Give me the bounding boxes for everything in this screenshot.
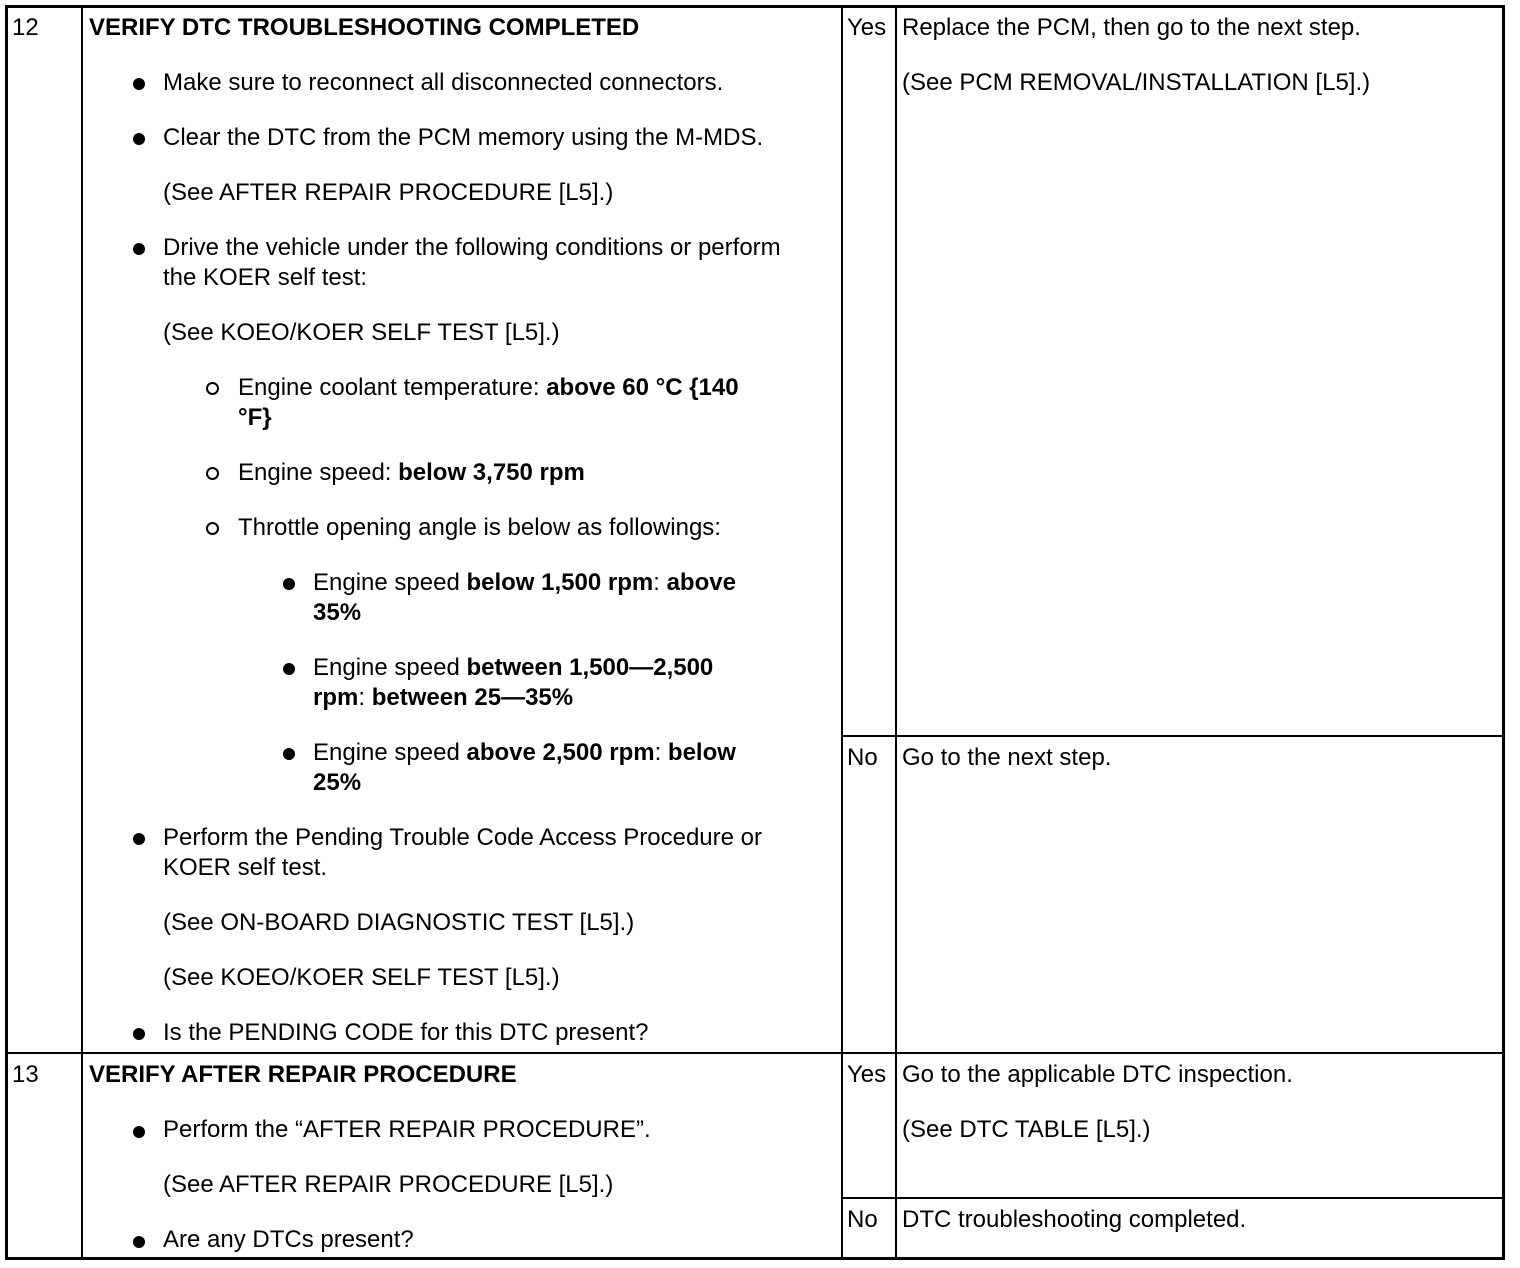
reference-text: (See KOEO/KOER SELF TEST [L5].): [163, 964, 560, 991]
condition-text: Engine speed below 1,500 rpm: above: [313, 569, 736, 596]
instruction-text: Perform the Pending Trouble Code Access Procedure or: [163, 824, 762, 851]
row-divider-13-yes-no: [841, 1197, 1504, 1199]
yes-action: Go to the applicable DTC inspection.: [902, 1061, 1293, 1088]
bullet-icon: [133, 78, 145, 90]
yes-reference: (See PCM REMOVAL/INSTALLATION [L5].): [902, 69, 1371, 96]
instruction-text: Clear the DTC from the PCM memory using the M-MDS.: [163, 124, 764, 151]
bullet-icon: [283, 663, 295, 675]
instruction-text: Drive the vehicle under the following conditions or perform: [163, 234, 781, 261]
column-divider-action: [841, 6, 843, 1259]
condition-text: Engine coolant temperature: above 60 °C {140: [238, 374, 739, 401]
reference-text: (See AFTER REPAIR PROCEDURE [L5].): [163, 1171, 614, 1198]
condition-text: Engine speed between 1,500—2,500: [313, 654, 714, 681]
condition-text: Engine speed above 2,500 rpm: below: [313, 739, 736, 766]
step-number: 13: [12, 1061, 39, 1088]
column-divider-step: [81, 6, 83, 1259]
condition-text: rpm: between 25—35%: [313, 684, 574, 711]
bullet-icon: [283, 748, 295, 760]
no-action: Go to the next step.: [902, 744, 1112, 771]
step-title: VERIFY AFTER REPAIR PROCEDURE: [89, 1061, 517, 1088]
circle-bullet-icon: [206, 382, 219, 395]
yes-reference: (See DTC TABLE [L5].): [902, 1116, 1151, 1143]
condition-text: °F}: [238, 404, 272, 431]
yes-label: Yes: [847, 14, 887, 41]
no-label: No: [847, 744, 878, 771]
bullet-icon: [133, 133, 145, 145]
circle-bullet-icon: [206, 467, 219, 480]
reference-text: (See ON-BOARD DIAGNOSTIC TEST [L5].): [163, 909, 635, 936]
question-text: Are any DTCs present?: [163, 1226, 414, 1253]
question-text: Is the PENDING CODE for this DTC present?: [163, 1019, 649, 1046]
row-divider-12-13: [6, 1052, 1504, 1054]
instruction-text: the KOER self test:: [163, 264, 368, 291]
instruction-text: KOER self test.: [163, 854, 328, 881]
row-divider-12-yes-no: [841, 735, 1504, 737]
no-label: No: [847, 1206, 878, 1233]
condition-text: 35%: [313, 599, 362, 626]
step-number: 12: [12, 14, 39, 41]
bullet-icon: [133, 1028, 145, 1040]
reference-text: (See AFTER REPAIR PROCEDURE [L5].): [163, 179, 614, 206]
bullet-icon: [133, 1236, 145, 1248]
yes-action: Replace the PCM, then go to the next step.: [902, 14, 1361, 41]
bullet-icon: [133, 833, 145, 845]
no-action: DTC troubleshooting completed.: [902, 1206, 1247, 1233]
bullet-icon: [133, 243, 145, 255]
step-title: VERIFY DTC TROUBLESHOOTING COMPLETED: [89, 14, 640, 41]
circle-bullet-icon: [206, 522, 219, 535]
reference-text: (See KOEO/KOER SELF TEST [L5].): [163, 319, 560, 346]
condition-text: Throttle opening angle is below as followings:: [238, 514, 721, 541]
yes-label: Yes: [847, 1061, 887, 1088]
condition-text: 25%: [313, 769, 362, 796]
bullet-icon: [283, 578, 295, 590]
column-divider-result: [895, 6, 897, 1259]
bullet-icon: [133, 1126, 145, 1138]
instruction-text: Make sure to reconnect all disconnected connectors.: [163, 69, 724, 96]
instruction-text: Perform the “AFTER REPAIR PROCEDURE”.: [163, 1116, 651, 1143]
condition-text: Engine speed: below 3,750 rpm: [238, 459, 585, 486]
